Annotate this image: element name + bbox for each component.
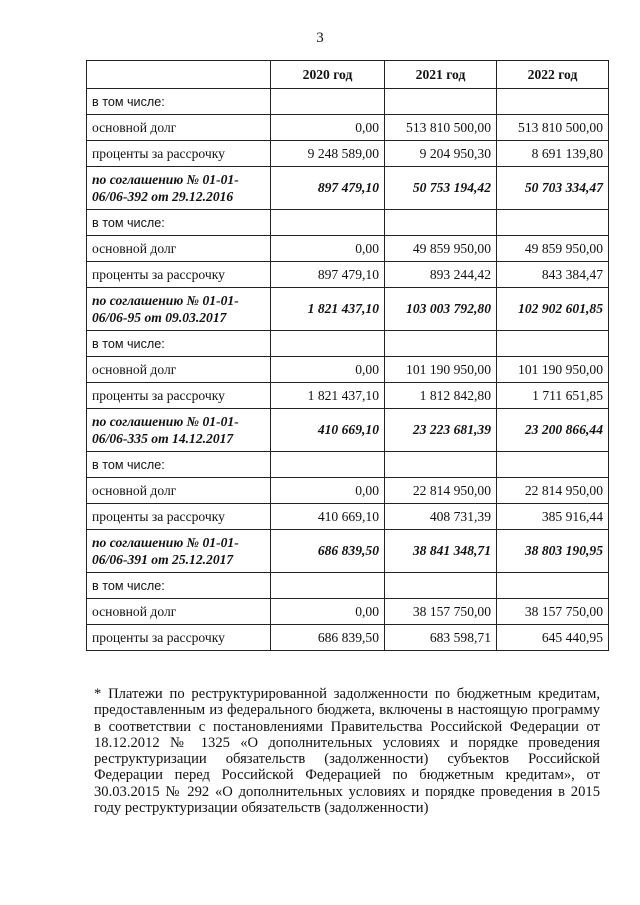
row-label: проценты за рассрочку: [87, 262, 271, 288]
row-label: основной долг: [87, 236, 271, 262]
row-label: по соглашению № 01-01-06/06-95 от 09.03.2017: [87, 288, 271, 331]
row-label: по соглашению № 01-01-06/06-391 от 25.12.2017: [87, 530, 271, 573]
value-cell-2020: [271, 89, 385, 115]
value-cell-2021: [385, 331, 497, 357]
value-cell-2021: 893 244,42: [385, 262, 497, 288]
value-cell-2020: 1 821 437,10: [271, 383, 385, 409]
value-cell-2022: [497, 331, 609, 357]
value-cell-2020: [271, 573, 385, 599]
value-cell-2021: 1 812 842,80: [385, 383, 497, 409]
row-label: основной долг: [87, 478, 271, 504]
table-row: [87, 625, 609, 651]
value-cell-2022: 101 190 950,00: [497, 357, 609, 383]
value-cell-2022: 102 902 601,85: [497, 288, 609, 331]
value-cell-2021: [385, 210, 497, 236]
value-cell-2022: 645 440,95: [497, 625, 609, 651]
value-cell-2020: 686 839,50: [271, 530, 385, 573]
subheader-row: [87, 573, 609, 599]
value-cell-2021: 50 753 194,42: [385, 167, 497, 210]
value-cell-2020: 897 479,10: [271, 262, 385, 288]
value-cell-2020: 410 669,10: [271, 409, 385, 452]
value-cell-2020: 1 821 437,10: [271, 288, 385, 331]
table-row: [87, 262, 609, 288]
row-label: по соглашению № 01-01-06/06-335 от 14.12.2017: [87, 409, 271, 452]
page-number: 3: [316, 30, 324, 46]
value-cell-2020: 0,00: [271, 357, 385, 383]
row-label: основной долг: [87, 357, 271, 383]
value-cell-2022: 49 859 950,00: [497, 236, 609, 262]
footnote-text: * Платежи по реструктурированной задолженности по бюджетным кредитам, предоставленным из федерального бюджета, включены в настоящую программу в соответствии с постановлениями Правительства Российской Федерации от 18.12.2012 № 1325 «О дополнительных условиях и порядке проведения реструктуризации обязательств (задолженности) субъектов Российской Федерации перед Российской Федерацией по бюджетным кредитам», от 30.03.2015 № 292 «О дополнительных условиях и порядке проведения в 2015 году реструктуризации обязательств (задолженности): [94, 686, 600, 817]
value-cell-2022: 38 803 190,95: [497, 530, 609, 573]
table-row: [87, 357, 609, 383]
value-cell-2021: 513 810 500,00: [385, 115, 497, 141]
value-cell-2022: 8 691 139,80: [497, 141, 609, 167]
debt-repayment-table: [86, 60, 609, 651]
table-row: [87, 115, 609, 141]
value-cell-2021: 408 731,39: [385, 504, 497, 530]
header-cell-2020: 2020 год: [271, 61, 385, 89]
value-cell-2020: 0,00: [271, 599, 385, 625]
table-row: [87, 141, 609, 167]
value-cell-2020: [271, 452, 385, 478]
value-cell-2022: 22 814 950,00: [497, 478, 609, 504]
value-cell-2022: 1 711 651,85: [497, 383, 609, 409]
table-row: [87, 599, 609, 625]
value-cell-2022: [497, 210, 609, 236]
row-label: основной долг: [87, 599, 271, 625]
value-cell-2020: [271, 210, 385, 236]
value-cell-2021: 683 598,71: [385, 625, 497, 651]
subheader-row: [87, 89, 609, 115]
header-cell-2022: 2022 год: [497, 61, 609, 89]
row-label: в том числе:: [87, 89, 271, 115]
value-cell-2020: 410 669,10: [271, 504, 385, 530]
value-cell-2020: 0,00: [271, 478, 385, 504]
value-cell-2022: 385 916,44: [497, 504, 609, 530]
value-cell-2022: 38 157 750,00: [497, 599, 609, 625]
value-cell-2022: 50 703 334,47: [497, 167, 609, 210]
agreement-total-row: [87, 288, 609, 331]
value-cell-2020: 897 479,10: [271, 167, 385, 210]
table-body: [87, 89, 609, 651]
value-cell-2020: [271, 331, 385, 357]
row-label: проценты за рассрочку: [87, 625, 271, 651]
value-cell-2021: 23 223 681,39: [385, 409, 497, 452]
row-label: в том числе:: [87, 573, 271, 599]
subheader-row: [87, 452, 609, 478]
value-cell-2021: [385, 89, 497, 115]
value-cell-2022: [497, 452, 609, 478]
value-cell-2021: 49 859 950,00: [385, 236, 497, 262]
row-label: в том числе:: [87, 452, 271, 478]
value-cell-2022: 843 384,47: [497, 262, 609, 288]
value-cell-2021: 38 841 348,71: [385, 530, 497, 573]
value-cell-2022: [497, 573, 609, 599]
subheader-row: [87, 331, 609, 357]
value-cell-2022: [497, 89, 609, 115]
table-row: [87, 236, 609, 262]
table-row: [87, 478, 609, 504]
table-row: [87, 504, 609, 530]
agreement-total-row: [87, 409, 609, 452]
table-header-row: [87, 61, 609, 89]
value-cell-2021: [385, 452, 497, 478]
agreement-total-row: [87, 167, 609, 210]
value-cell-2022: 513 810 500,00: [497, 115, 609, 141]
row-label: по соглашению № 01-01-06/06-392 от 29.12.2016: [87, 167, 271, 210]
value-cell-2021: 22 814 950,00: [385, 478, 497, 504]
value-cell-2020: 0,00: [271, 115, 385, 141]
value-cell-2020: 0,00: [271, 236, 385, 262]
value-cell-2020: 9 248 589,00: [271, 141, 385, 167]
agreement-total-row: [87, 530, 609, 573]
header-cell-label: [87, 61, 271, 89]
subheader-row: [87, 210, 609, 236]
value-cell-2021: 103 003 792,80: [385, 288, 497, 331]
value-cell-2021: [385, 573, 497, 599]
value-cell-2021: 9 204 950,30: [385, 141, 497, 167]
value-cell-2022: 23 200 866,44: [497, 409, 609, 452]
table-row: [87, 383, 609, 409]
row-label: проценты за рассрочку: [87, 504, 271, 530]
row-label: в том числе:: [87, 210, 271, 236]
header-cell-2021: 2021 год: [385, 61, 497, 89]
value-cell-2020: 686 839,50: [271, 625, 385, 651]
row-label: проценты за рассрочку: [87, 383, 271, 409]
value-cell-2021: 38 157 750,00: [385, 599, 497, 625]
value-cell-2021: 101 190 950,00: [385, 357, 497, 383]
row-label: проценты за рассрочку: [87, 141, 271, 167]
row-label: в том числе:: [87, 331, 271, 357]
row-label: основной долг: [87, 115, 271, 141]
